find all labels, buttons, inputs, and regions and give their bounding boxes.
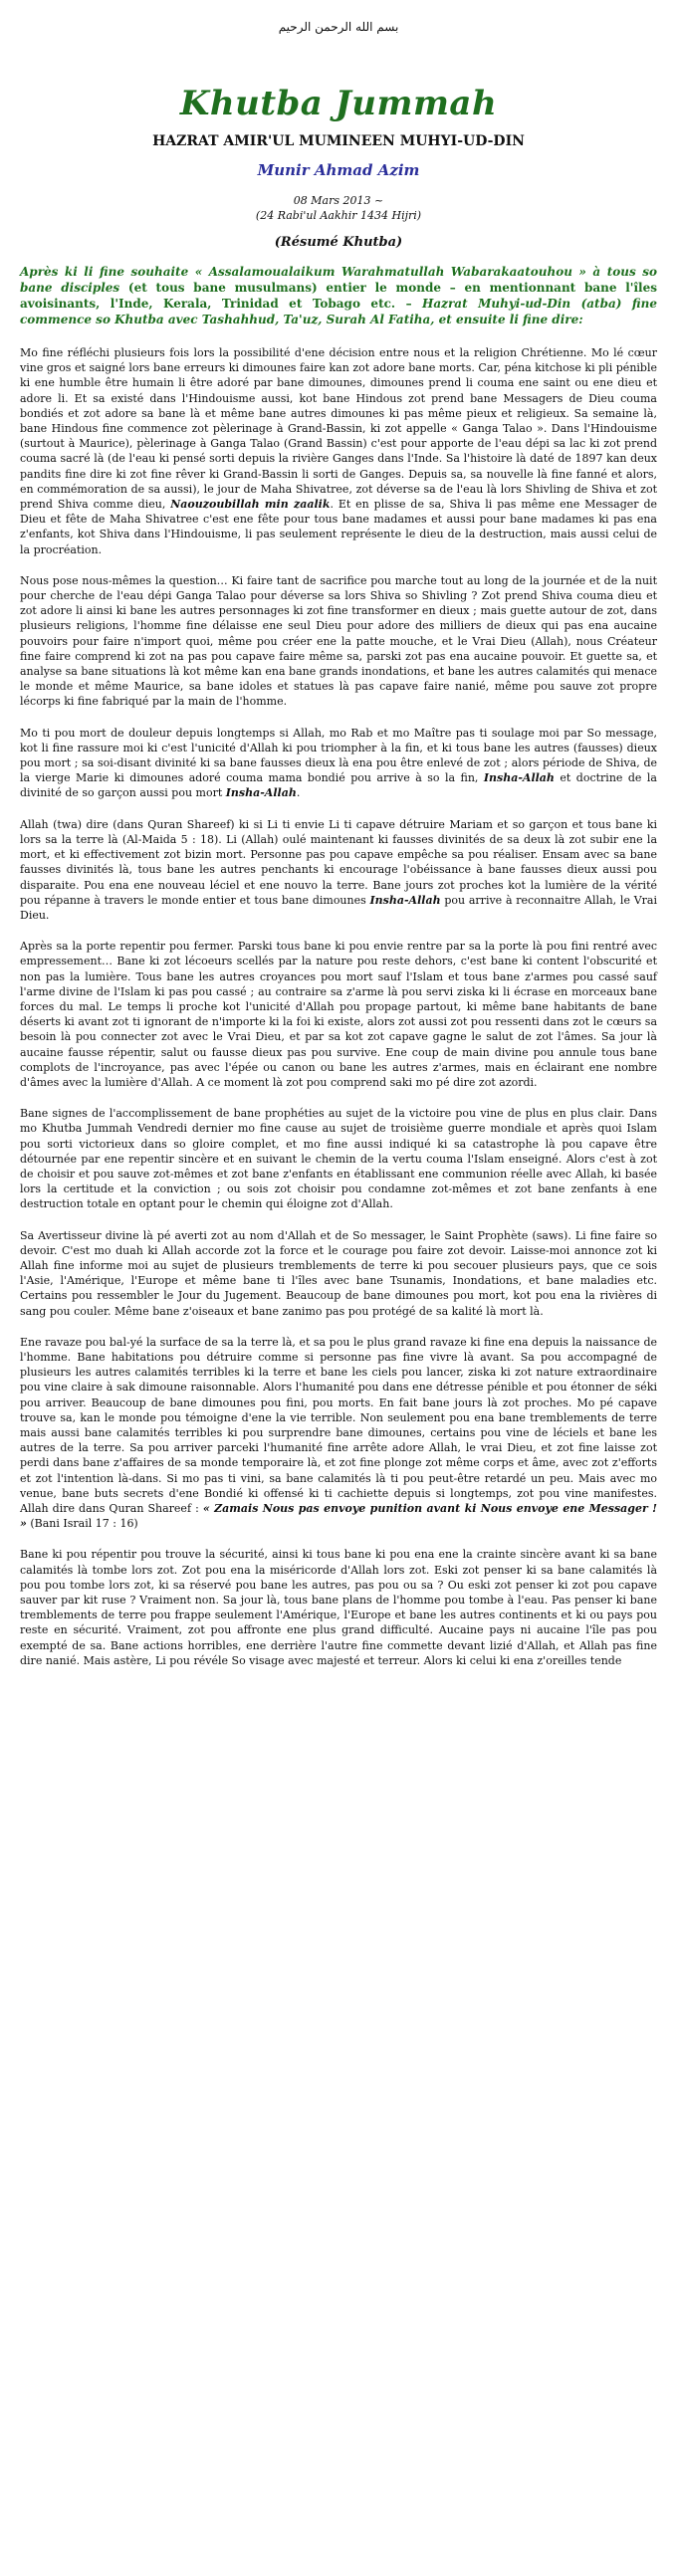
khutba-title: Khutba Jummah [179, 84, 498, 123]
intro-part-3: Hazrat Muhyi-ud-Din (atba) fine commence so Khutba avec Tashahhud, Ta'uz, Surah Al Fatiha, et ensuite li fine dire: [20, 297, 657, 326]
emphasis-phrase: Insha-Allah [369, 893, 441, 907]
intro-paragraph [20, 264, 657, 327]
khutba-subtitle: HAZRAT AMIR'UL MUMINEEN MUHYI-UD-DIN [152, 133, 525, 149]
emphasis-phrase: Insha-Allah [483, 771, 555, 785]
body-paragraph-6: Bane signes de l'accomplissement de bane prophéties au sujet de la victoire pou vine de plus en plus clair. Dans mo Khutba Jummah Vendredi dernier mo fine cause au sujet de troisième guerre mondiale et après quoi Islam pou sorti victorieux dans so gloire complet, et mo fine aussi indiqué ki sa catastrophe là pou capave être détournée par ene repentir sincère et en suivant le chemin de la vertu couma l'Islam enseigné. Alors c'est à zot de choisir et pou sauve zot-mêmes et zot bane z'enfants en établissant ene communion réelle avec Allah, ki basée lors la certitude et la conviction ; ou sois zot choisir pou condamne zot-mêmes et zot bane zenfants à ene destruction totale en optant pour le chemin qui éloigne zot d'Allah. [20, 1107, 657, 1211]
bismillah-heading: بسم الله الرحمن الرحيم [278, 20, 399, 34]
intro-part-2: (et tous bane musulmans) entier le monde – en mentionnant bane l'îles avoisinants, l'Inde, Kerala, Trinidad et Tobago etc. – [20, 281, 657, 311]
emphasis-phrase: Naouzoubillah min zaalik [170, 498, 331, 512]
date-gregorian: 08 Mars 2013 ~ [293, 194, 384, 207]
body-paragraph-5: Après sa la porte repentir pou fermer. Parski tous bane ki pou envie rentre par sa la porte là pou fini rentré avec empressement… Bane ki zot lécoeurs scellés par la nature pou reste dehors, c'est bane ki content l'obscurité et non pas la lumière. Tous bane les autres croyances pou mort sauf l'Islam et tous bane z'armes pou cassé sauf l'arme divine de l'Islam ki pas pou cassé ; au contraire sa z'arme là pou servi ziska ki li écrase en morceaux bane forces du mal. Le temps li proche kot l'unicité d'Allah pou propage partout, ki même bane habitants de bane déserts ki avant zot ti ignorant de n'importe ki la foi ki existe, alors zot aussi zot pou ressenti dans zot le cœurs sa besoin là pou connecter zot avec le Vrai Dieu, et par sa kot zot capave gagne le salut de zot l'âmes. Sa jour là aucaine fausse répentir, salut ou fausse dieux pas pou survive. Ene coup de main divine pou annule tous bane complots de l'incroyance, pas avec l'épée ou canon ou bane les autres z'armes, mais en éclairant ene nombre d'âmes avec la lumière d'Allah. A ce moment là zot pou comprend saki mo pé dire zot azordi. [20, 940, 657, 1089]
author-name: Munir Ahmad Azim [257, 161, 420, 179]
emphasis-phrase: Insha-Allah [225, 786, 297, 800]
body-paragraph-9: Bane ki pou répentir pou trouve la sécurité, ainsi ki tous bane ki pou ena ene la crainte sincère avant ki sa bane calamités là tombe lors zot. Zot pou ena la miséricorde d'Allah lors zot. Eski zot penser ki sa bane calamités là pou pou tombe lors zot, ki sa réservé pou bane les autres, pas pou ou sa ? Ou eski zot penser ki zot pou capave sauver par kit ruse ? Vraiment non. Sa jour là, tous bane plans de l'homme pou tombe à l'eau. Pas penser ki bane tremblements de terre pou frappe seulement l'Amérique, l'Europe et bane les autres continents et ki ou pays pou reste en sécurité. Vraiment, zot pou affronte ene plus grand difficulté. Aucaine pays ni aucaine l'île pas pou exempté de sa. Bane actions horribles, ene derrière l'autre fine commette devant lizié d'Allah, et Allah pas fine dire nanié. Mais astère, Li pou révéle So visage avec majesté et terreur. Alors ki celui ki ena z'oreilles tende [20, 1548, 657, 1667]
body-paragraph-3: Mo ti pou mort de douleur depuis longtemps si Allah, mo Rab et mo Maître pas ti soulage moi par So message, kot li fine rassure moi ki c'est l'unicité d'Allah ki pou triompher à la fin, et ki tous bane les autres (fausses) dieux pou mort ; sa soi-disant divinité ki sa bane fausses dieux là ena pou être enlevé de zot ; alors période de Shiva, de la vierge Marie ki dimounes adoré couma mama bondié pou arrive à so la fin, Insha-Allah et doctrine de la divinité de so garçon aussi pou mort Insha-Allah. [20, 726, 657, 800]
date-block [20, 193, 657, 223]
body-paragraph-2: Nous pose nous-mêmes la question… Ki faire tant de sacrifice pou marche tout au long de la journée et de la nuit pour cherche de l'eau dépi Ganga Talao pour déverse sa lors Shiva so Shivling ? Zot prend Shiva couma dieu et zot adore li ainsi ki bane les autres personnages ki zot fine transformer en dieux ; mais guette autour de zot, dans plusieurs religions, l'homme fine délaisse ene seul Dieu pour adore des milliers de dieux qui pas ena aucaine pouvoirs pour faire n'import quoi, même pou créer ene la patte mouche, et le Vrai Dieu (Allah), nous Créateur fine faire comprend ki zot na pas pou capave faire même sa, parski zot pas ena aucaine pouvoir. Et guette sa, et analyse sa bane situations là kot même kan ena bane grands inondations, et bane les autres calamités qui menace le monde et même Maurice, sa bane idoles et statues là pas capave faire nanié, même pou sauve zot propre lécorps ki fine fabriqué par la main de l'homme. [20, 573, 657, 709]
intro-part-1: Après ki li fine souhaite « Assalamoualaikum Warahmatullah Wabarakaatouhou » à tous so bane disciples [20, 265, 657, 295]
body-paragraph-7: Sa Avertisseur divine là pé averti zot au nom d'Allah et de So messager, le Saint Prophète (saws). Li fine faire so devoir. C'est mo duah ki Allah accorde zot la force et le courage pou faire zot devoir. Laisse-moi annonce zot ki Allah fine informe moi au sujet de plusieurs tremblements de terre ki pou secouer plusieurs pays, que ce sois l'Asie, l'Amérique, l'Europe et même bane ti l'îles avec bane Tsunamis, Inondations, et bane maladies etc. Certains pou ressembler le Jour du Jugement. Beaucoup de bane dimounes pou mort, kot pou ena la rivières di sang pou couler. Même bane z'oiseaux et bane zanimo pas pou protégé de sa kalité là mort là. [20, 1228, 657, 1318]
body-paragraph-8: Ene ravaze pou bal-yé la surface de sa la terre là, et sa pou le plus grand ravaze ki fine ena depuis la naissance de l'homme. Bane habitations pou détruire comme si personne pas fine vivre là avant. Sa pou accompagné de plusieurs les autres calamités terribles ki la terre et bane les ciels pou lancer, ziska ki zot nature extraordinaire pou vine claire à sak dimoune raisonnable. Alors l'humanité pou dans ene détresse pénible et pou étonner de séki pou arriver. Beaucoup de bane dimounes pou fini, pou morts. En fait bane jours là zot proches. Mo pé capave trouve sa, kan le monde pou témoigne d'ene la vie terrible. Non seulement pou ena bane tremblements de terre mais aussi bane calamités terribles ki pou surprendre bane dimounes, certains pou vine de léciels et bane les autres de la terre. Sa pou arriver parceki l'humanité fine arrête adore Allah, le vrai Dieu, et zot fine laisse zot perdi dans bane z'affaires de sa monde temporaire là, et zot fine plonge zot même corps et âme, avec zot z'efforts et zot l'intention là-dans. Si mo pas ti vini, sa bane calamités là ti pou peut-être retardé un peu. Mais avec mo venue, bane buts secrets d'ene Bondié ki offensé ki ti cachiette depuis si longtemps, zot pou vine manifestes. Allah dire dans Quran Shareef : « Zamais Nous pas envoye punition avant ki Nous envoye ene Messager ! » (Bani Israil 17 : 16) [20, 1335, 657, 1531]
body-paragraph-1: Mo fine réfléchi plusieurs fois lors la possibilité d'ene décision entre nous et la religion Chrétienne. Mo lé cœur vine gros et saigné lors bane erreurs ki dimounes faire kan zot adore bane morts. Car, péna kitchose ki pli pénible ki ene humble être humain li être adoré par bane dimounes, dimounes prend li couma ene saint ou ene dieu et adore li. Et sa existé dans l'Hindouisme aussi, kot bane Hindous zot prend bane Messagers de Dieu couma bondiés et zot adore sa bane là et même bane autres dimounes ki pas même pieux et religieux. Sa semaine là, bane Hindous fine commence zot pèlerinage à Grand-Bassin, ki zot appelle « Ganga Talao ». Dans l'Hindouisme (surtout à Maurice), pèlerinage à Ganga Talao (Grand Bassin) c'est pour apporte de l'eau dépi sa lac ki zot prend couma sacré là (de l'eau ki pensé sorti depuis la rivière Ganges dans l'Inde. Sa l'histoire là daté de 1897 kan deux pandits fine dire ki zot fine rêver ki Grand-Bassin li sorti de Ganges. Depuis sa, sa nouvelle là fine fanné et alors, en commémoration de sa aussi), le jour de Maha Shivatree, zot déverse sa de l'eau là lors Shivling de Shiva et zot prend Shiva comme dieu, Naouzoubillah min zaalik. Et en plisse de sa, Shiva li pas même ene Messager de Dieu et fête de Maha Shivatree c'est ene fête pour tous bane madames et aussi pour bane madames ki pas ena z'enfants, kot Shiva dans l'Hindouisme, li pas seulement représente le dieu de la destruction, mais aussi celui de la procréation. [20, 346, 657, 556]
summary-heading: (Résumé Khutba) [274, 235, 403, 250]
body-paragraph-4: Allah (twa) dire (dans Quran Shareef) ki si Li ti envie Li ti capave détruire Mariam et so garçon et tous bane ki lors sa la terre là (Al-Maida 5 : 18). Li (Allah) oulé maintenant ki fausses divinités de sa deux là zot subir ene la mort, et ki effectivement zot bizin mort. Personne pas pou capave empêche sa pou réaliser. Ensam avec sa bane fausses divinités là, tous bane les autres penchants ki encourage l'obéissance à bane fausses dieux aussi pou disparaite. Pou ena ene nouveau léciel et ene nouvo la terre. Bane jours zot proches kot la lumière de la vérité pou répanne à travers le monde entier et tous bane dimounes Insha-Allah pou arrive à reconnaitre Allah, le Vrai Dieu. [20, 817, 657, 922]
emphasis-phrase: « Zamais Nous pas envoye punition avant ki Nous envoye ene Messager ! » [20, 1502, 657, 1531]
date-hijri: (24 Rabi'ul Aakhir 1434 Hijri) [255, 209, 422, 222]
